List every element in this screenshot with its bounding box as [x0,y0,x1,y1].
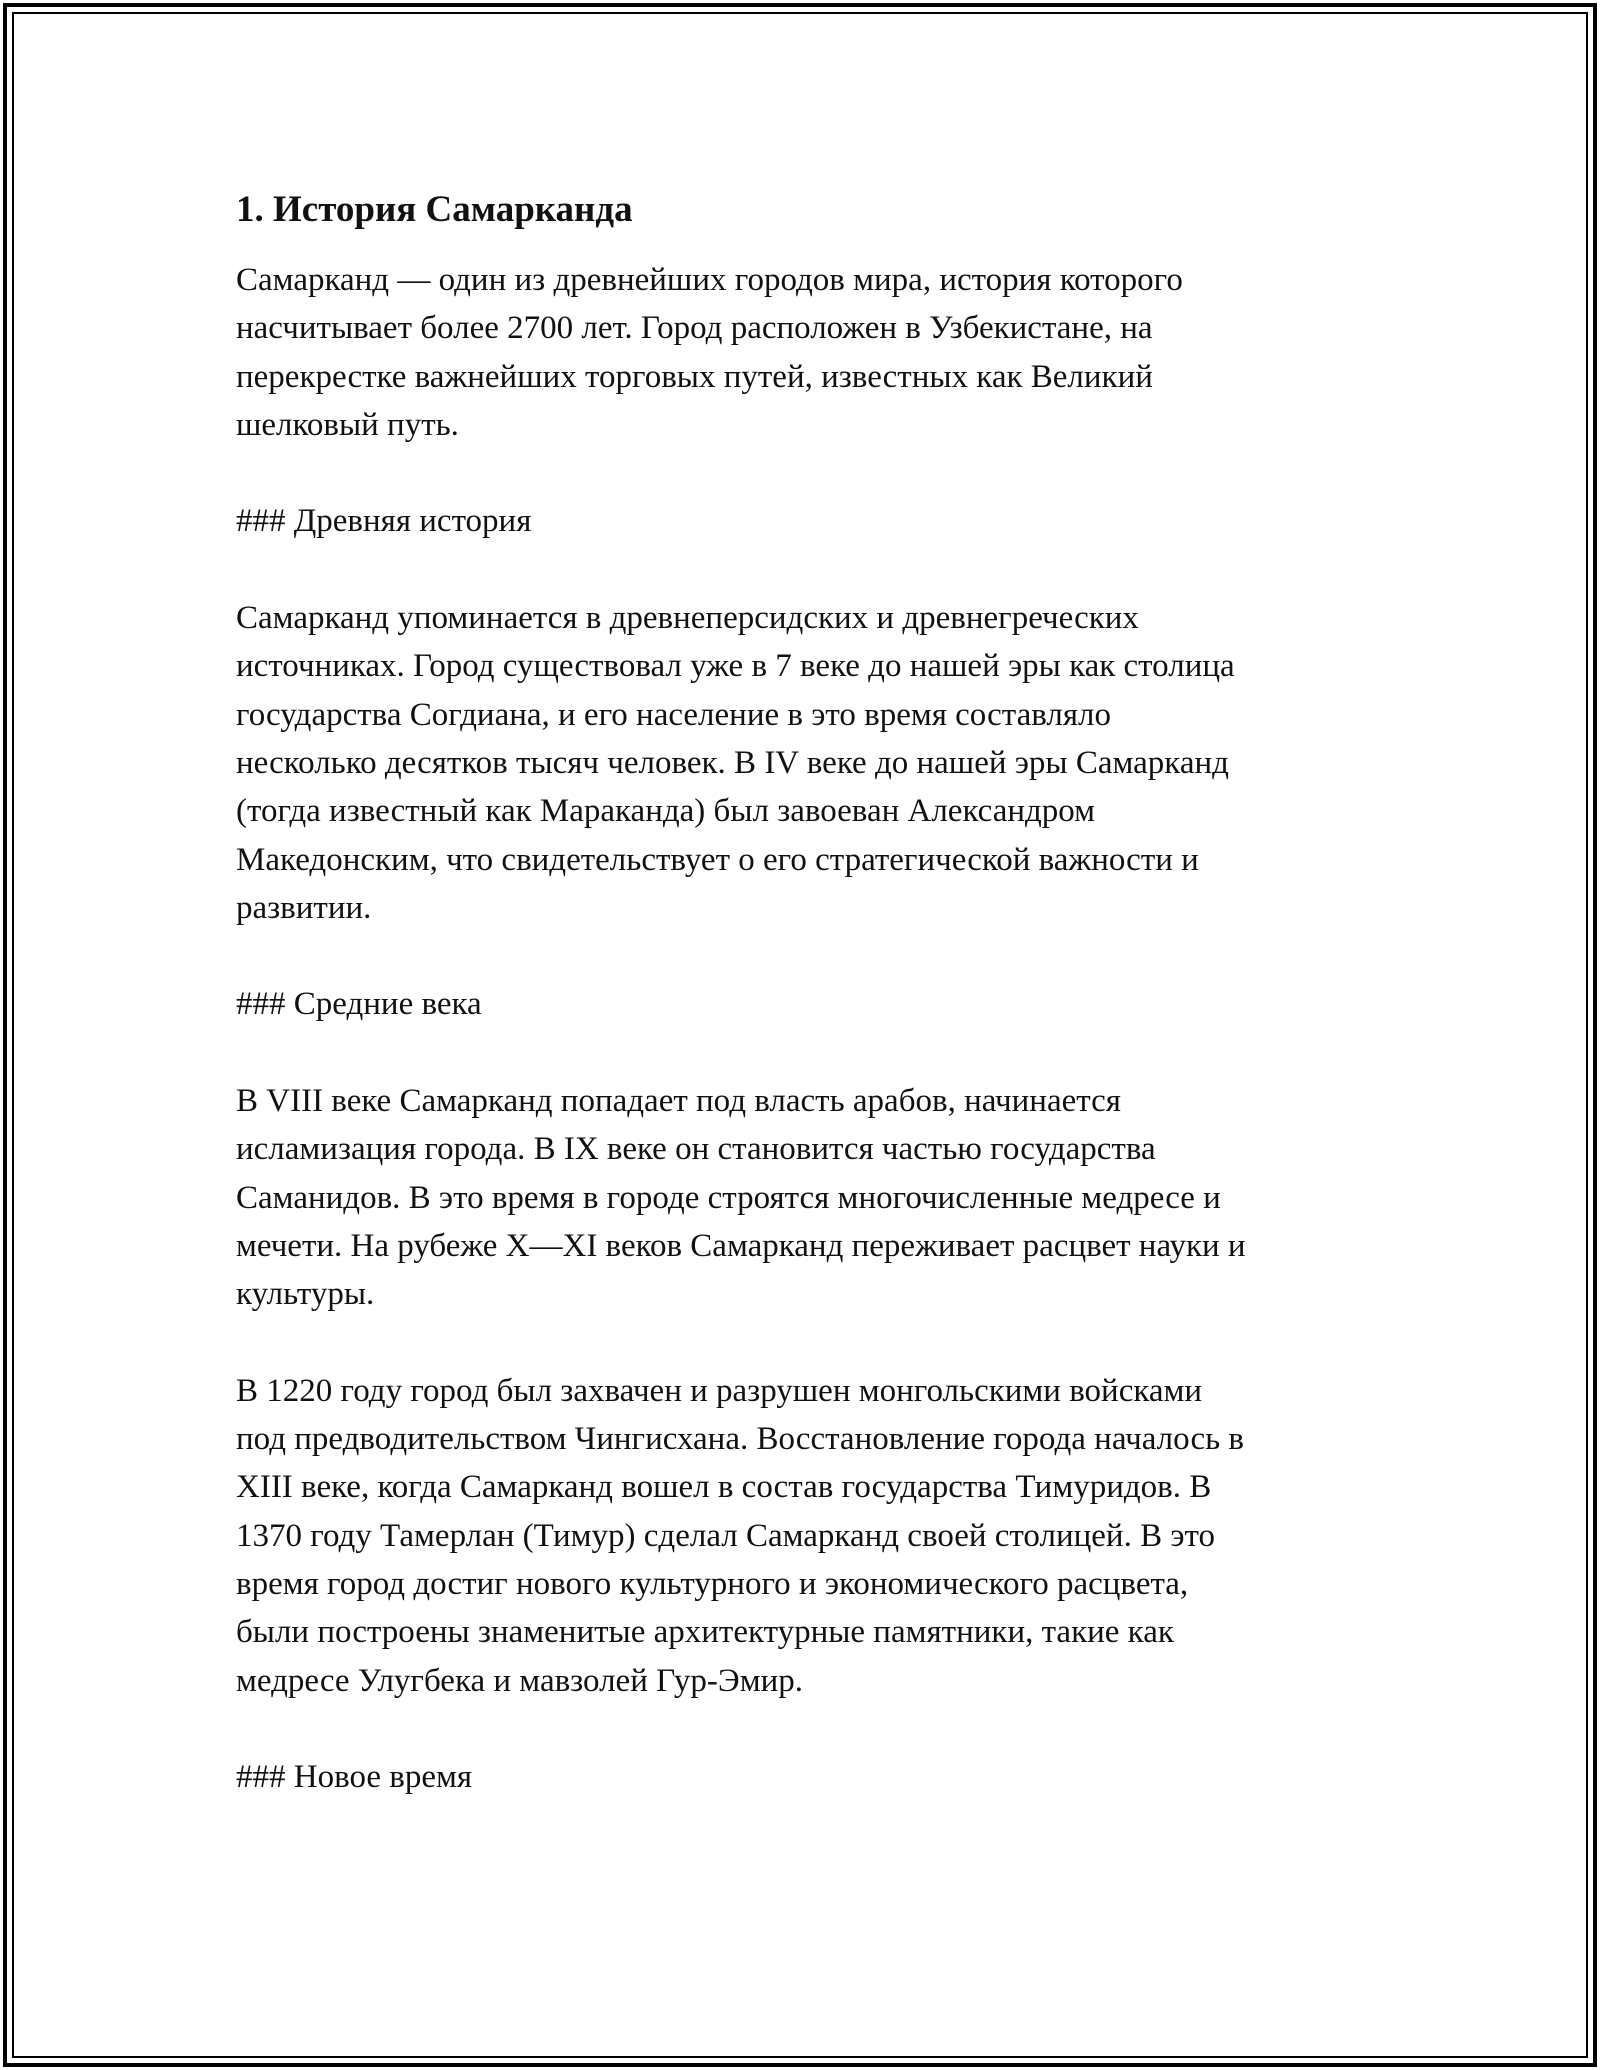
document-body [236,186,1396,1850]
text-line: развитии. [236,889,372,926]
text-line: В VIII веке Самарканд попадает под власть арабов, начинается [236,1083,1121,1120]
text-line: мечети. На рубеже X—XI веков Самарканд переживает расцвет науки и [236,1227,1246,1264]
paragraph-middle-ages [236,1077,1396,1318]
text-line: В 1220 году город был захвачен и разрушен монгольскими войсками [236,1372,1203,1409]
text-line: 1370 году Тамерлан (Тимур) сделал Самарканд своей столицей. В это [236,1517,1215,1554]
text-line: под предводительством Чингисхана. Восстановление города началось в [236,1421,1244,1458]
section-heading-ancient: ### Древняя история [236,503,532,540]
text-line: Самарканд упоминается в древнеперсидских и древнегреческих [236,600,1139,637]
text-line: исламизация города. В IX веке он становится частью государства [236,1131,1156,1168]
text-line: медресе Улугбека и мавзолей Гур-Эмир. [236,1662,803,1699]
text-line: источниках. Город существовал уже в 7 веке до нашей эры как столица [236,648,1235,685]
text-line: время город достиг нового культурного и экономического расцвета, [236,1566,1189,1603]
paragraph-mongol-timurid [236,1367,1396,1705]
text-line: Саманидов. В это время в городе строятся многочисленные медресе и [236,1179,1221,1216]
text-line: несколько десятков тысяч человек. В IV веке до нашей эры Самарканд [236,744,1229,781]
text-line: перекрестке важнейших торговых путей, известных как Великий [236,358,1153,395]
text-line: (тогда известный как Мараканда) был завоеван Александром [236,793,1096,830]
text-line: шелковый путь. [236,406,459,443]
text-line: Македонским, что свидетельствует о его стратегической важности и [236,841,1199,878]
text-line: насчитывает более 2700 лет. Город расположен в Узбекистане, на [236,310,1153,347]
paragraph-ancient-history [236,594,1396,932]
text-line: были построены знаменитые архитектурные памятники, такие как [236,1614,1174,1651]
text-line: XIII веке, когда Самарканд вошел в состав государства Тимуридов. В [236,1469,1212,1506]
section-heading-middle-ages: ### Средние века [236,986,482,1023]
section-heading-modern-era: ### Новое время [236,1759,473,1796]
text-line: культуры. [236,1276,375,1313]
paragraph-intro [236,256,1396,449]
text-line: Самарканд — один из древнейших городов мира, история которого [236,262,1183,298]
text-line: государства Согдиана, и его население в это время составляло [236,696,1111,733]
document-title: 1. История Самарканда [236,189,633,230]
